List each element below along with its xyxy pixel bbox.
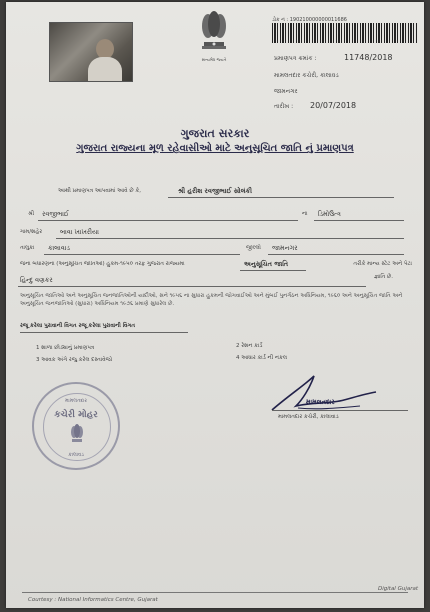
category-value: અનુસૂચિત જાતિ — [244, 260, 289, 268]
signature-title: મામલતદાર — [306, 398, 335, 406]
signature-icon — [268, 370, 380, 420]
signature-underline — [272, 410, 408, 411]
signature-office: મામલતદાર કચેરી, કાલાવાડ — [278, 414, 339, 420]
residence-label: ના — [302, 211, 308, 217]
certificate-title: ગુજરાત રાજ્યના મૂળ રહેવાસીઓ માટે અનુસૂચિત જાતિ નું પ્રમાણપત્ર — [76, 143, 354, 154]
applicant-name: શ્રી હરીશ રવજીભાઈ સોલંકી — [178, 187, 252, 195]
docs-heading-underline — [20, 332, 188, 333]
residence-underline — [314, 220, 404, 221]
district-underline — [268, 254, 404, 255]
seal-top-text: મામલતદાર — [65, 398, 87, 404]
official-seal — [32, 382, 120, 470]
seal-center-text: કચેરી મોહર — [54, 410, 98, 420]
village-underline — [56, 238, 404, 239]
taluka-underline — [44, 254, 240, 255]
barcode — [272, 23, 418, 43]
date-label: તારીખ : — [274, 103, 294, 110]
doc-item: 1 શાળા છોડ્યાનું પ્રમાણપત્ર — [36, 345, 95, 351]
father-underline — [38, 220, 298, 221]
photo-body — [88, 57, 122, 81]
residence-value: ડિમોઉત્ત્ર — [318, 210, 341, 218]
issue-date: 20/07/2018 — [310, 101, 357, 110]
emblem-caption: સત્યમેવ જયતે — [201, 57, 227, 62]
issuing-district: જામનગર — [274, 88, 298, 95]
recognized-text: તરીકે માન્ય સ્ટેટ અને પેટા — [353, 261, 412, 267]
intro-text: આથી પ્રમાણપત્ર આપવામાં આવે છે કે, — [58, 188, 141, 194]
religion-value: હિન્દુ વણકર — [20, 276, 53, 284]
applicant-photo — [49, 22, 133, 82]
father-name: રવજીભાઈ — [42, 210, 69, 218]
village-value: બાવા ખાખરીયા — [60, 228, 99, 236]
taluka-value: કાલાવાડ — [48, 244, 70, 252]
national-emblem-icon — [194, 8, 234, 56]
category-underline — [240, 270, 306, 271]
seal-emblem-icon — [68, 424, 86, 446]
footer-courtesy: Courtesy : National Informatics Centre, Gujarat — [28, 597, 158, 603]
religion-underline — [18, 286, 366, 287]
seal-bottom-text: કાલાવડ — [68, 452, 84, 458]
taluka-label: તાલુકા — [20, 245, 35, 251]
village-label: ગામ/શહેર — [20, 229, 43, 235]
name-underline — [168, 197, 394, 198]
doc-item: 4 આધાર કાર્ડ ની નકલ — [236, 355, 288, 361]
doc-item: 2 રેશન કાર્ડ — [236, 343, 263, 349]
legal-paragraph: અનુસૂચિત જાતિઓ અને અનુસૂચિત જનજાતિઓની યાદીઓ, સને ૧૯૫૬ ના સુધારા હુકમની જોગવાઈઓ અને મુંબઈ પુનર્ગઠન અધિનિયમ, ૧૯૬૦ અને અનુસૂચિત જાતિ અને અનુસૂચિત જનજાતિઓ (સુધારા) અધિનિયમ ૧૯૭૬ પ્રમાણે સુધારેલ છે. — [20, 293, 403, 307]
order-text: જેના બંધારણના (અનુસૂચિત જાતિઓ) હુકમ-૧૯૫૦ તરફ ગુજરાત રાજ્યમાં — [20, 261, 185, 267]
cert-no-label: પ્રમાણપત્ર ક્રમાંક : — [274, 55, 317, 62]
docs-heading: રજૂ કરેલા પુરાવાની વિગત રજૂ કરેલા પુરાવાની વિગત — [20, 323, 136, 329]
father-label: શ્રી — [28, 211, 35, 217]
cert-no: 11748/2018 — [344, 53, 393, 62]
photo-face — [96, 39, 114, 59]
footer-divider — [22, 592, 408, 593]
document-id: ડોક નં : 190210000000011686 — [272, 17, 347, 23]
district-label: જીલ્લો — [246, 245, 261, 251]
certificate-page — [6, 2, 424, 608]
district-value: જામનગર — [272, 244, 298, 252]
issuing-office: મામલતદાર કચેરી, કાલાવડ — [274, 72, 339, 79]
caste-label: જ્ઞાતિ છે. — [374, 274, 394, 280]
footer-digital-gujarat: Digital Gujarat — [378, 586, 419, 592]
government-title: ગુજરાત સરકાર — [180, 127, 250, 140]
doc-item: 3 આવક અંગે રજુ કરેલ દસ્તાવેજો — [36, 357, 113, 363]
